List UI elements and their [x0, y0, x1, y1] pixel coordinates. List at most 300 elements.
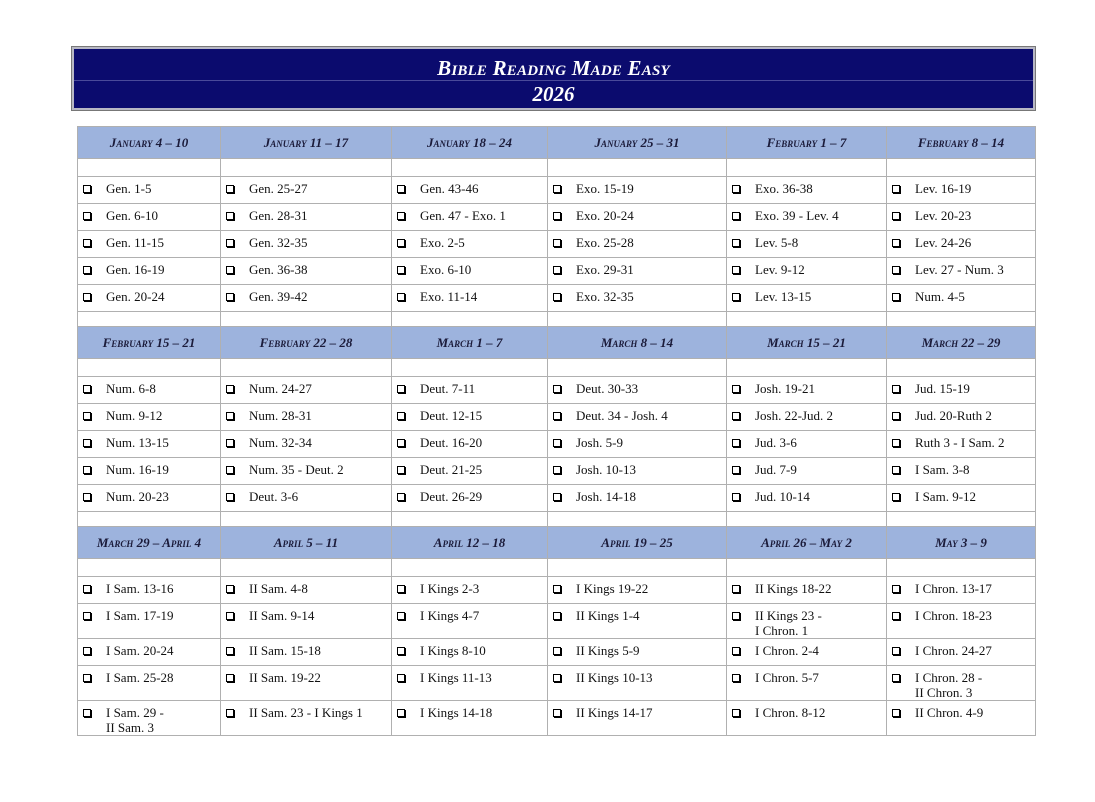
reading-label: Gen. 32-35	[249, 235, 308, 250]
reading-item[interactable]	[392, 666, 547, 685]
checkbox-icon[interactable]	[83, 585, 91, 593]
reading-label: I Sam. 20-24	[106, 643, 174, 658]
reading-item[interactable]	[727, 639, 886, 658]
reading-item[interactable]	[78, 577, 220, 596]
reading-item[interactable]	[392, 485, 547, 504]
checkbox-icon[interactable]	[892, 493, 900, 501]
checkbox-icon[interactable]	[732, 674, 740, 682]
reading-item[interactable]	[887, 604, 1035, 623]
reading-item[interactable]	[78, 285, 220, 304]
spacer-row	[78, 512, 1036, 527]
checkbox-icon[interactable]	[732, 266, 740, 274]
reading-item[interactable]	[887, 177, 1035, 196]
reading-item[interactable]	[548, 604, 726, 623]
reading-label: Ruth 3 - I Sam. 2	[915, 435, 1005, 450]
reading-label: Josh. 5-9	[576, 435, 623, 450]
reading-item[interactable]	[78, 431, 220, 450]
reading-label: Lev. 13-15	[755, 289, 812, 304]
reading-item[interactable]	[221, 404, 391, 423]
reading-cell	[78, 377, 221, 404]
reading-label: Deut. 26-29	[420, 489, 483, 504]
reading-item[interactable]	[548, 231, 726, 250]
checkbox-icon[interactable]	[892, 266, 900, 274]
week-header: February 1 – 7	[727, 127, 887, 159]
reading-item[interactable]	[548, 204, 726, 223]
checkbox-icon[interactable]	[892, 647, 900, 655]
reading-item[interactable]	[78, 404, 220, 423]
reading-label: Deut. 7-11	[420, 381, 476, 396]
reading-item[interactable]	[392, 701, 547, 720]
reading-item[interactable]	[887, 639, 1035, 658]
checkbox-icon[interactable]	[892, 185, 900, 193]
reading-cell	[887, 639, 1036, 666]
reading-label: Lev. 24-26	[915, 235, 972, 250]
reading-cell	[548, 204, 727, 231]
week-header: April 26 – May 2	[727, 527, 887, 559]
reading-item[interactable]	[548, 431, 726, 450]
reading-item[interactable]	[727, 285, 886, 304]
reading-cell	[548, 666, 727, 701]
checkbox-icon[interactable]	[226, 466, 234, 474]
week-header: April 12 – 18	[392, 527, 548, 559]
checkbox-icon[interactable]	[397, 647, 405, 655]
reading-item[interactable]	[727, 177, 886, 196]
reading-cell	[727, 577, 887, 604]
reading-item[interactable]	[392, 639, 547, 658]
checkbox-icon[interactable]	[397, 439, 405, 447]
reading-item[interactable]	[392, 231, 547, 250]
reading-label: I Kings 11-13	[420, 670, 492, 685]
reading-label: I Kings 14-18	[420, 705, 493, 720]
reading-label: I Chron. 28 - II Chron. 3	[915, 670, 983, 700]
checkbox-icon[interactable]	[732, 185, 740, 193]
checkbox-icon[interactable]	[553, 612, 561, 620]
checkbox-icon[interactable]	[732, 585, 740, 593]
checkbox-icon[interactable]	[226, 293, 234, 301]
checkbox-icon[interactable]	[397, 674, 405, 682]
reading-item[interactable]	[78, 377, 220, 396]
checkbox-icon[interactable]	[226, 612, 234, 620]
reading-cell	[727, 231, 887, 258]
reading-item[interactable]	[548, 458, 726, 477]
reading-label: Gen. 36-38	[249, 262, 308, 277]
checkbox-icon[interactable]	[83, 439, 91, 447]
reading-row	[78, 204, 1036, 231]
checkbox-icon[interactable]	[226, 266, 234, 274]
checkbox-icon[interactable]	[226, 439, 234, 447]
reading-cell	[392, 404, 548, 431]
checkbox-icon[interactable]	[83, 647, 91, 655]
reading-label: I Kings 19-22	[576, 581, 649, 596]
reading-label: Exo. 29-31	[576, 262, 634, 277]
reading-item[interactable]	[392, 258, 547, 277]
checkbox-icon[interactable]	[226, 709, 234, 717]
checkbox-icon[interactable]	[553, 185, 561, 193]
checkbox-icon[interactable]	[83, 466, 91, 474]
reading-item[interactable]	[221, 639, 391, 658]
reading-item[interactable]	[221, 666, 391, 685]
reading-item[interactable]	[727, 577, 886, 596]
reading-item[interactable]	[221, 177, 391, 196]
checkbox-icon[interactable]	[83, 709, 91, 717]
reading-label: Lev. 27 - Num. 3	[915, 262, 1004, 277]
reading-item[interactable]	[727, 204, 886, 223]
reading-label: I Kings 2-3	[420, 581, 480, 596]
reading-row	[78, 404, 1036, 431]
checkbox-icon[interactable]	[83, 612, 91, 620]
reading-label: Deut. 21-25	[420, 462, 483, 477]
reading-cell	[392, 458, 548, 485]
reading-cell	[78, 177, 221, 204]
reading-label: Exo. 36-38	[755, 181, 813, 196]
reading-item[interactable]	[221, 231, 391, 250]
checkbox-icon[interactable]	[553, 212, 561, 220]
reading-item[interactable]	[727, 701, 886, 720]
week-header: January 18 – 24	[392, 127, 548, 159]
checkbox-icon[interactable]	[892, 674, 900, 682]
checkbox-icon[interactable]	[83, 185, 91, 193]
week-header: March 8 – 14	[548, 327, 727, 359]
checkbox-icon[interactable]	[83, 412, 91, 420]
reading-cell	[548, 577, 727, 604]
reading-label: Deut. 3-6	[249, 489, 299, 504]
checkbox-icon[interactable]	[892, 709, 900, 717]
checkbox-icon[interactable]	[226, 212, 234, 220]
reading-item[interactable]	[548, 639, 726, 658]
checkbox-icon[interactable]	[397, 185, 405, 193]
reading-cell	[727, 458, 887, 485]
reading-item[interactable]	[221, 204, 391, 223]
checkbox-icon[interactable]	[397, 493, 405, 501]
reading-cell	[221, 701, 392, 736]
reading-label: Lev. 9-12	[755, 262, 805, 277]
reading-label: Exo. 2-5	[420, 235, 465, 250]
reading-cell	[887, 285, 1036, 312]
reading-row	[78, 639, 1036, 666]
reading-label: Deut. 12-15	[420, 408, 483, 423]
checkbox-icon[interactable]	[226, 493, 234, 501]
checkbox-icon[interactable]	[892, 439, 900, 447]
reading-item[interactable]	[392, 604, 547, 623]
week-header: April 5 – 11	[221, 527, 392, 559]
checkbox-icon[interactable]	[553, 266, 561, 274]
checkbox-icon[interactable]	[226, 239, 234, 247]
reading-item[interactable]	[392, 431, 547, 450]
reading-label: Num. 4-5	[915, 289, 965, 304]
reading-label: I Sam. 3-8	[915, 462, 970, 477]
reading-cell	[548, 485, 727, 512]
checkbox-icon[interactable]	[732, 612, 740, 620]
checkbox-icon[interactable]	[553, 412, 561, 420]
reading-item[interactable]	[221, 377, 391, 396]
checkbox-icon[interactable]	[226, 585, 234, 593]
checkbox-icon[interactable]	[226, 674, 234, 682]
reading-label: II Chron. 4-9	[915, 705, 984, 720]
reading-item[interactable]	[78, 485, 220, 504]
reading-label: II Sam. 9-14	[249, 608, 315, 623]
checkbox-icon[interactable]	[732, 439, 740, 447]
reading-label: II Sam. 15-18	[249, 643, 321, 658]
checkbox-icon[interactable]	[892, 293, 900, 301]
reading-item[interactable]	[548, 404, 726, 423]
checkbox-icon[interactable]	[892, 612, 900, 620]
reading-cell	[727, 285, 887, 312]
checkbox-icon[interactable]	[553, 439, 561, 447]
reading-item[interactable]	[727, 666, 886, 685]
reading-item[interactable]	[221, 458, 391, 477]
reading-item[interactable]	[221, 431, 391, 450]
reading-label: Gen. 28-31	[249, 208, 308, 223]
reading-item[interactable]	[392, 577, 547, 596]
reading-item[interactable]	[78, 604, 220, 623]
reading-item[interactable]	[548, 701, 726, 720]
checkbox-icon[interactable]	[732, 709, 740, 717]
reading-item[interactable]	[727, 404, 886, 423]
reading-item[interactable]	[887, 377, 1035, 396]
page-title: Bible Reading Made Easy	[437, 56, 670, 80]
reading-item[interactable]	[727, 231, 886, 250]
reading-item[interactable]	[392, 377, 547, 396]
reading-item[interactable]	[887, 458, 1035, 477]
reading-label: I Sam. 25-28	[106, 670, 174, 685]
reading-cell	[392, 377, 548, 404]
reading-row	[78, 577, 1036, 604]
reading-cell	[727, 485, 887, 512]
reading-label: Gen. 47 - Exo. 1	[420, 208, 506, 223]
reading-cell	[548, 231, 727, 258]
reading-item[interactable]	[887, 404, 1035, 423]
reading-cell	[727, 666, 887, 701]
reading-cell	[548, 431, 727, 458]
reading-cell	[887, 404, 1036, 431]
reading-label: Num. 6-8	[106, 381, 156, 396]
checkbox-icon[interactable]	[553, 709, 561, 717]
reading-item[interactable]	[887, 485, 1035, 504]
reading-cell	[392, 204, 548, 231]
checkbox-icon[interactable]	[83, 239, 91, 247]
reading-cell	[392, 639, 548, 666]
reading-cell	[727, 639, 887, 666]
checkbox-icon[interactable]	[226, 412, 234, 420]
reading-cell	[221, 485, 392, 512]
checkbox-icon[interactable]	[553, 493, 561, 501]
reading-cell	[78, 458, 221, 485]
reading-cell	[392, 604, 548, 639]
reading-item[interactable]	[392, 204, 547, 223]
checkbox-icon[interactable]	[732, 466, 740, 474]
reading-label: Jud. 20-Ruth 2	[915, 408, 992, 423]
checkbox-icon[interactable]	[892, 412, 900, 420]
reading-item[interactable]	[392, 458, 547, 477]
reading-item[interactable]	[727, 377, 886, 396]
reading-item[interactable]	[727, 485, 886, 504]
reading-label: Gen. 16-19	[106, 262, 165, 277]
reading-item[interactable]	[887, 258, 1035, 277]
checkbox-icon[interactable]	[226, 647, 234, 655]
checkbox-icon[interactable]	[226, 385, 234, 393]
reading-label: Gen. 20-24	[106, 289, 165, 304]
reading-label: Jud. 15-19	[915, 381, 970, 396]
checkbox-icon[interactable]	[892, 212, 900, 220]
reading-item[interactable]	[548, 285, 726, 304]
checkbox-icon[interactable]	[397, 412, 405, 420]
checkbox-icon[interactable]	[397, 266, 405, 274]
reading-label: Jud. 10-14	[755, 489, 810, 504]
reading-item[interactable]	[887, 231, 1035, 250]
reading-item[interactable]	[548, 577, 726, 596]
checkbox-icon[interactable]	[83, 493, 91, 501]
reading-cell	[887, 431, 1036, 458]
checkbox-icon[interactable]	[553, 239, 561, 247]
reading-label: I Sam. 9-12	[915, 489, 977, 504]
checkbox-icon[interactable]	[732, 239, 740, 247]
reading-item[interactable]	[727, 604, 886, 638]
reading-item[interactable]	[887, 431, 1035, 450]
reading-item[interactable]	[221, 577, 391, 596]
reading-cell	[548, 639, 727, 666]
checkbox-icon[interactable]	[732, 412, 740, 420]
reading-label: I Chron. 13-17	[915, 581, 992, 596]
reading-item[interactable]	[221, 604, 391, 623]
reading-cell	[78, 285, 221, 312]
reading-item[interactable]	[78, 666, 220, 685]
reading-row	[78, 666, 1036, 701]
reading-item[interactable]	[548, 258, 726, 277]
reading-cell	[392, 231, 548, 258]
reading-label: Num. 20-23	[106, 489, 169, 504]
reading-cell	[887, 204, 1036, 231]
checkbox-icon[interactable]	[553, 674, 561, 682]
reading-item[interactable]	[78, 177, 220, 196]
checkbox-icon[interactable]	[732, 385, 740, 393]
reading-item[interactable]	[887, 285, 1035, 304]
reading-cell	[78, 639, 221, 666]
reading-item[interactable]	[392, 285, 547, 304]
reading-label: I Chron. 5-7	[755, 670, 819, 685]
checkbox-icon[interactable]	[83, 266, 91, 274]
reading-item[interactable]	[887, 666, 1035, 700]
checkbox-icon[interactable]	[397, 612, 405, 620]
week-header: February 22 – 28	[221, 327, 392, 359]
checkbox-icon[interactable]	[892, 385, 900, 393]
reading-item[interactable]	[221, 701, 391, 720]
reading-cell	[221, 177, 392, 204]
reading-item[interactable]	[727, 431, 886, 450]
reading-item[interactable]	[78, 639, 220, 658]
checkbox-icon[interactable]	[397, 239, 405, 247]
reading-cell	[887, 258, 1036, 285]
checkbox-icon[interactable]	[553, 385, 561, 393]
reading-cell	[221, 204, 392, 231]
spacer-row	[78, 159, 1036, 177]
reading-cell	[221, 577, 392, 604]
checkbox-icon[interactable]	[83, 674, 91, 682]
reading-item[interactable]	[727, 258, 886, 277]
reading-row	[78, 231, 1036, 258]
reading-schedule-table	[77, 126, 1036, 736]
reading-label: Num. 28-31	[249, 408, 312, 423]
checkbox-icon[interactable]	[83, 385, 91, 393]
reading-label: I Kings 8-10	[420, 643, 486, 658]
checkbox-icon[interactable]	[397, 466, 405, 474]
reading-label: Num. 35 - Deut. 2	[249, 462, 344, 477]
reading-item[interactable]	[887, 701, 1035, 720]
checkbox-icon[interactable]	[397, 585, 405, 593]
reading-item[interactable]	[548, 377, 726, 396]
reading-item[interactable]	[221, 258, 391, 277]
reading-item[interactable]	[548, 485, 726, 504]
reading-item[interactable]	[78, 231, 220, 250]
checkbox-icon[interactable]	[397, 385, 405, 393]
reading-label: Josh. 14-18	[576, 489, 636, 504]
reading-cell	[78, 577, 221, 604]
checkbox-icon[interactable]	[397, 709, 405, 717]
checkbox-icon[interactable]	[397, 212, 405, 220]
checkbox-icon[interactable]	[83, 212, 91, 220]
checkbox-icon[interactable]	[732, 493, 740, 501]
reading-label: I Chron. 18-23	[915, 608, 992, 623]
checkbox-icon[interactable]	[732, 647, 740, 655]
reading-item[interactable]	[548, 177, 726, 196]
checkbox-icon[interactable]	[892, 585, 900, 593]
reading-cell	[221, 604, 392, 639]
reading-item[interactable]	[78, 204, 220, 223]
checkbox-icon[interactable]	[397, 293, 405, 301]
reading-item[interactable]	[727, 458, 886, 477]
reading-label: Exo. 39 - Lev. 4	[755, 208, 839, 223]
reading-item[interactable]	[392, 177, 547, 196]
reading-item[interactable]	[78, 258, 220, 277]
week-header-row	[78, 127, 1036, 159]
week-header: February 8 – 14	[887, 127, 1036, 159]
reading-cell	[221, 231, 392, 258]
reading-item[interactable]	[221, 485, 391, 504]
reading-row	[78, 177, 1036, 204]
reading-label: II Kings 5-9	[576, 643, 640, 658]
spacer-row	[78, 559, 1036, 577]
reading-label: Num. 9-12	[106, 408, 163, 423]
reading-row	[78, 458, 1036, 485]
reading-item[interactable]	[221, 285, 391, 304]
checkbox-icon[interactable]	[553, 293, 561, 301]
reading-cell	[548, 377, 727, 404]
checkbox-icon[interactable]	[553, 585, 561, 593]
checkbox-icon[interactable]	[553, 647, 561, 655]
checkbox-icon[interactable]	[226, 185, 234, 193]
reading-label: I Chron. 8-12	[755, 705, 826, 720]
reading-item[interactable]	[548, 666, 726, 685]
reading-label: Exo. 6-10	[420, 262, 472, 277]
reading-item[interactable]	[78, 701, 220, 735]
reading-item[interactable]	[887, 577, 1035, 596]
reading-row	[78, 377, 1036, 404]
checkbox-icon[interactable]	[892, 239, 900, 247]
reading-cell	[78, 258, 221, 285]
reading-row	[78, 485, 1036, 512]
reading-row	[78, 701, 1036, 736]
checkbox-icon[interactable]	[732, 212, 740, 220]
checkbox-icon[interactable]	[892, 466, 900, 474]
checkbox-icon[interactable]	[83, 293, 91, 301]
checkbox-icon[interactable]	[553, 466, 561, 474]
reading-cell	[887, 177, 1036, 204]
week-header: May 3 – 9	[887, 527, 1036, 559]
reading-item[interactable]	[887, 204, 1035, 223]
reading-item[interactable]	[392, 404, 547, 423]
reading-label: II Kings 1-4	[576, 608, 640, 623]
checkbox-icon[interactable]	[732, 293, 740, 301]
reading-item[interactable]	[78, 458, 220, 477]
